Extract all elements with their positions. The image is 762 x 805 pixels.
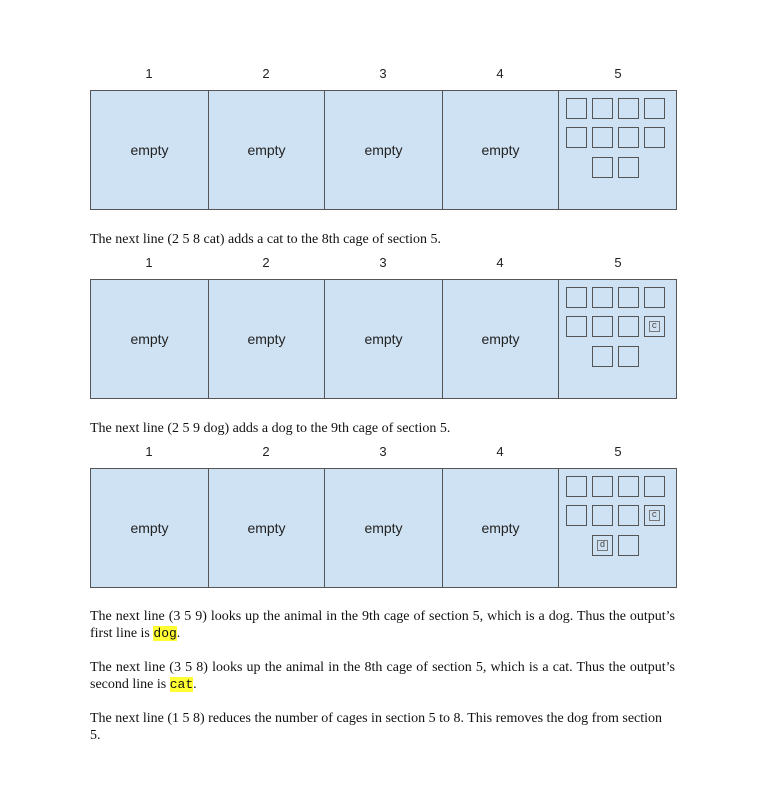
cage-8 bbox=[644, 505, 665, 526]
section-3: empty bbox=[325, 280, 443, 398]
section-number: 3 bbox=[379, 66, 387, 81]
section-3: empty bbox=[325, 469, 443, 587]
cage-1 bbox=[566, 476, 587, 497]
section-2: empty bbox=[209, 91, 325, 209]
cage-10 bbox=[618, 157, 639, 178]
cage-5 bbox=[566, 127, 587, 148]
section-5-cages bbox=[559, 280, 676, 398]
section-1: empty bbox=[91, 469, 209, 587]
cage-7 bbox=[618, 505, 639, 526]
cage-9 bbox=[592, 157, 613, 178]
paragraph-cat-added: The next line (2 5 8 cat) adds a cat to the 8th cage of section 5. bbox=[90, 232, 442, 247]
section-number: 2 bbox=[262, 255, 270, 270]
cage-2 bbox=[592, 287, 613, 308]
section-number: 4 bbox=[496, 444, 504, 459]
cage-2 bbox=[592, 476, 613, 497]
section-1: empty bbox=[91, 280, 209, 398]
section-number: 5 bbox=[614, 444, 622, 459]
section-5-cages bbox=[559, 469, 676, 587]
section-number-row bbox=[90, 255, 677, 273]
cage-6 bbox=[592, 127, 613, 148]
section-number: 1 bbox=[145, 255, 153, 270]
section-number: 5 bbox=[614, 66, 622, 81]
paragraph-text: The next line (3 5 9) looks up the animal in the 9th cage of section 5, which is a dog. Thus the output’s first line is bbox=[90, 609, 675, 641]
section-number: 1 bbox=[145, 444, 153, 459]
cage-3 bbox=[618, 476, 639, 497]
cage-3 bbox=[618, 98, 639, 119]
cage-3 bbox=[618, 287, 639, 308]
animal-label: d bbox=[597, 540, 608, 551]
cage-7 bbox=[618, 316, 639, 337]
section-number: 2 bbox=[262, 444, 270, 459]
cage-5 bbox=[566, 505, 587, 526]
section-number: 4 bbox=[496, 255, 504, 270]
section-number-row bbox=[90, 66, 677, 84]
cage-9 bbox=[592, 535, 613, 556]
sections-row bbox=[90, 90, 677, 210]
cage-4 bbox=[644, 98, 665, 119]
paragraph-text: The next line (3 5 8) looks up the animal in the 8th cage of section 5, which is a cat. Thus the output’s second line is bbox=[90, 660, 675, 692]
section-number-row bbox=[90, 444, 677, 462]
output-dog-code: dog bbox=[153, 626, 177, 641]
cage-7 bbox=[618, 127, 639, 148]
cage-10 bbox=[618, 535, 639, 556]
paragraph-dog-added: The next line (2 5 9 dog) adds a dog to the 9th cage of section 5. bbox=[90, 421, 451, 436]
cage-diagram-1 bbox=[90, 66, 677, 158]
section-2: empty bbox=[209, 469, 325, 587]
section-2: empty bbox=[209, 280, 325, 398]
animal-label: c bbox=[649, 321, 660, 332]
paragraph-reduce-cages: The next line (1 5 8) reduces the number of cages in section 5 to 8. This removes the dog from section 5. bbox=[90, 711, 663, 743]
section-1: empty bbox=[91, 91, 209, 209]
cage-9 bbox=[592, 346, 613, 367]
cage-8 bbox=[644, 127, 665, 148]
cage-diagram-2 bbox=[90, 255, 677, 347]
section-number: 3 bbox=[379, 255, 387, 270]
sections-row bbox=[90, 468, 677, 588]
section-5-cages bbox=[559, 91, 676, 209]
sections-row bbox=[90, 279, 677, 399]
section-4: empty bbox=[443, 280, 559, 398]
section-number: 4 bbox=[496, 66, 504, 81]
section-4: empty bbox=[443, 469, 559, 587]
section-3: empty bbox=[325, 91, 443, 209]
section-number: 5 bbox=[614, 255, 622, 270]
section-4: empty bbox=[443, 91, 559, 209]
paragraph-lookup-dog bbox=[90, 608, 675, 642]
paragraph-end: . bbox=[193, 677, 197, 692]
animal-label: c bbox=[649, 510, 660, 521]
cage-5 bbox=[566, 316, 587, 337]
section-number: 2 bbox=[262, 66, 270, 81]
cage-10 bbox=[618, 346, 639, 367]
section-number: 3 bbox=[379, 444, 387, 459]
paragraph-lookup-cat bbox=[90, 659, 675, 693]
cage-4 bbox=[644, 476, 665, 497]
cage-4 bbox=[644, 287, 665, 308]
cage-1 bbox=[566, 287, 587, 308]
cage-6 bbox=[592, 316, 613, 337]
paragraph-end: . bbox=[176, 626, 181, 641]
output-cat-code: cat bbox=[169, 677, 194, 692]
cage-2 bbox=[592, 98, 613, 119]
cage-1 bbox=[566, 98, 587, 119]
cage-diagram-3 bbox=[90, 444, 677, 550]
cage-6 bbox=[592, 505, 613, 526]
section-number: 1 bbox=[145, 66, 153, 81]
cage-8 bbox=[644, 316, 665, 337]
